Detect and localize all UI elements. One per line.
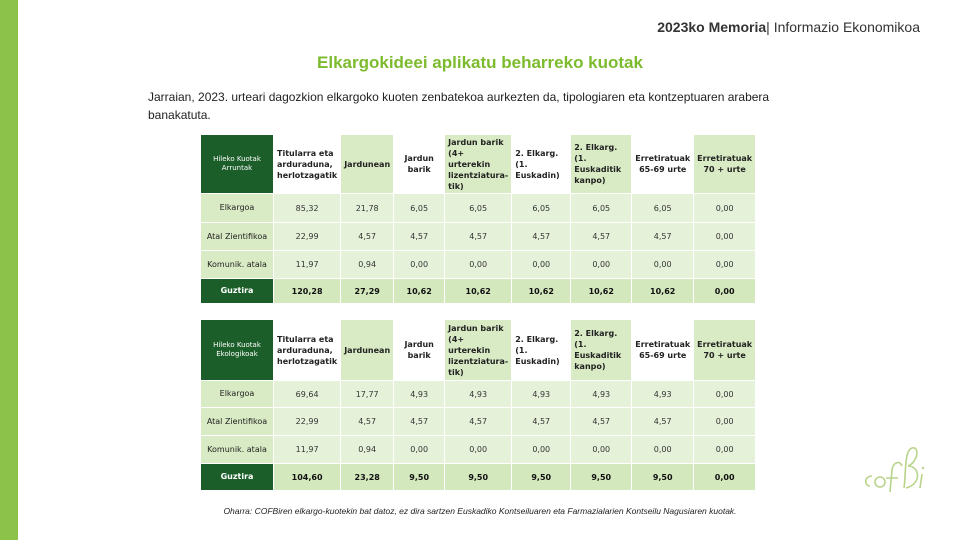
cell-value: 9,50 — [632, 464, 693, 490]
column-header: 2. Elkarg. (1. Euskaditik kanpo) — [571, 135, 631, 193]
page-title: Elkargokideei aplikatu beharreko kuotak — [317, 53, 643, 72]
column-header: Erretiratuak 70 + urte — [694, 320, 755, 380]
row-label: Elkargoa — [201, 194, 273, 222]
cell-value: 4,57 — [445, 223, 511, 250]
cell-value: 22,99 — [274, 223, 340, 250]
cell-value: 4,57 — [571, 223, 631, 250]
column-header: Jardun barik (4+ urterekin lizentziatura-tik) — [445, 320, 511, 380]
cell-value: 27,29 — [341, 279, 393, 303]
cell-value: 11,97 — [274, 251, 340, 278]
cell-value: 0,00 — [694, 436, 755, 463]
cell-value: 10,62 — [632, 279, 693, 303]
cell-value: 0,00 — [694, 381, 755, 407]
cell-value: 9,50 — [571, 464, 631, 490]
cell-value: 4,57 — [632, 408, 693, 435]
cell-value: 0,94 — [341, 251, 393, 278]
cell-value: 0,00 — [394, 436, 444, 463]
cell-value: 0,00 — [632, 436, 693, 463]
cell-value: 104,60 — [274, 464, 340, 490]
cell-value: 9,50 — [394, 464, 444, 490]
cell-value: 17,77 — [341, 381, 393, 407]
table-header-row — [201, 135, 755, 193]
cell-value: 10,62 — [571, 279, 631, 303]
column-header: Titularra eta arduraduna, herlotzagatik — [274, 320, 340, 380]
cell-value: 0,00 — [571, 251, 631, 278]
cell-value: 4,57 — [341, 223, 393, 250]
footnote: Oharra: COFBiren elkargo-kuotekin bat datoz, ez dira sartzen Euskadiko Kontseiluaren eta Farmazialarien Kontseilu Nagusiaren kuotak. — [223, 506, 737, 516]
cell-value: 0,00 — [512, 436, 570, 463]
cell-value: 6,05 — [632, 194, 693, 222]
cell-value: 0,00 — [694, 194, 755, 222]
cell-value: 69,64 — [274, 381, 340, 407]
table-total-row — [201, 464, 755, 490]
cell-value: 0,00 — [512, 251, 570, 278]
cell-value: 0,00 — [394, 251, 444, 278]
table-corner-label: Hileko Kuotak Ekologikoak — [201, 320, 273, 380]
cell-value: 4,57 — [512, 223, 570, 250]
table-row — [201, 194, 755, 222]
cell-value: 85,32 — [274, 194, 340, 222]
cell-value: 10,62 — [445, 279, 511, 303]
cell-value: 0,00 — [445, 436, 511, 463]
header-subtitle: Informazio Ekonomikoa — [769, 19, 920, 35]
row-label: Komunik. atala — [201, 251, 273, 278]
table-row — [201, 381, 755, 407]
column-header: 2. Elkarg. (1. Euskaditik kanpo) — [571, 320, 631, 380]
cell-value: 4,93 — [632, 381, 693, 407]
cell-value: 4,57 — [632, 223, 693, 250]
cell-value: 11,97 — [274, 436, 340, 463]
cell-value: 4,57 — [394, 408, 444, 435]
cell-value: 4,93 — [512, 381, 570, 407]
cell-value: 6,05 — [512, 194, 570, 222]
column-header: Jardun barik — [394, 135, 444, 193]
cell-value: 6,05 — [571, 194, 631, 222]
side-accent-bar — [0, 0, 18, 540]
header-separator: | — [766, 19, 770, 35]
column-header: Erretiratuak 65-69 urte — [632, 320, 693, 380]
cell-value: 0,00 — [571, 436, 631, 463]
table-header-row — [201, 320, 755, 380]
cell-value: 6,05 — [445, 194, 511, 222]
cell-value: 4,57 — [571, 408, 631, 435]
column-header: 2. Elkarg. (1. Euskadin) — [512, 135, 570, 193]
column-header: Jardun barik — [394, 320, 444, 380]
cell-value: 0,00 — [694, 464, 755, 490]
column-header: Jardun barik (4+ urterekin lizentziatura-tik) — [445, 135, 511, 193]
ecological-fees-table — [200, 319, 756, 491]
cell-value: 6,05 — [394, 194, 444, 222]
column-header: Erretiratuak 65-69 urte — [632, 135, 693, 193]
cell-value: 21,78 — [341, 194, 393, 222]
cell-value: 0,00 — [694, 408, 755, 435]
cell-value: 0,00 — [694, 251, 755, 278]
cell-value: 0,00 — [445, 251, 511, 278]
row-label: Atal Zientifikoa — [201, 408, 273, 435]
intro-text: Jarraian, 2023. urteari dagozkion elkargoko kuoten zenbatekoa aurkezten da, tipologiaren eta kontzeptuaren arabera banakatuta. — [148, 90, 770, 122]
cell-value: 4,57 — [341, 408, 393, 435]
table-corner-label: Hileko Kuotak Arruntak — [201, 135, 273, 193]
header-title: 2023ko Memoria — [657, 19, 767, 35]
cell-value: 0,00 — [694, 279, 755, 303]
row-label: Elkargoa — [201, 381, 273, 407]
cell-value: 0,94 — [341, 436, 393, 463]
row-label: Atal Zientifikoa — [201, 223, 273, 250]
row-label: Guztira — [201, 279, 273, 303]
cell-value: 0,00 — [694, 223, 755, 250]
table-row — [201, 251, 755, 278]
cell-value: 4,93 — [571, 381, 631, 407]
column-header: Jardunean — [341, 320, 393, 380]
cell-value: 23,28 — [341, 464, 393, 490]
row-label: Guztira — [201, 464, 273, 490]
column-header: Jardunean — [341, 135, 393, 193]
cell-value: 4,57 — [445, 408, 511, 435]
cell-value: 4,57 — [394, 223, 444, 250]
cell-value: 0,00 — [632, 251, 693, 278]
cell-value: 10,62 — [394, 279, 444, 303]
cell-value: 10,62 — [512, 279, 570, 303]
cell-value: 9,50 — [512, 464, 570, 490]
table-row — [201, 436, 755, 463]
table-row — [201, 223, 755, 250]
column-header: Titularra eta arduraduna, herlotzagatik — [274, 135, 340, 193]
cell-value: 4,57 — [512, 408, 570, 435]
cell-value: 4,93 — [445, 381, 511, 407]
page-header — [657, 19, 920, 35]
table-row — [201, 408, 755, 435]
ordinary-fees-table — [200, 134, 756, 304]
column-header: 2. Elkarg. (1. Euskadin) — [512, 320, 570, 380]
cell-value: 22,99 — [274, 408, 340, 435]
row-label: Komunik. atala — [201, 436, 273, 463]
cofbi-logo-icon — [862, 440, 932, 500]
cell-value: 9,50 — [445, 464, 511, 490]
cell-value: 4,93 — [394, 381, 444, 407]
table-total-row — [201, 279, 755, 303]
cell-value: 120,28 — [274, 279, 340, 303]
column-header: Erretiratuak 70 + urte — [694, 135, 755, 193]
